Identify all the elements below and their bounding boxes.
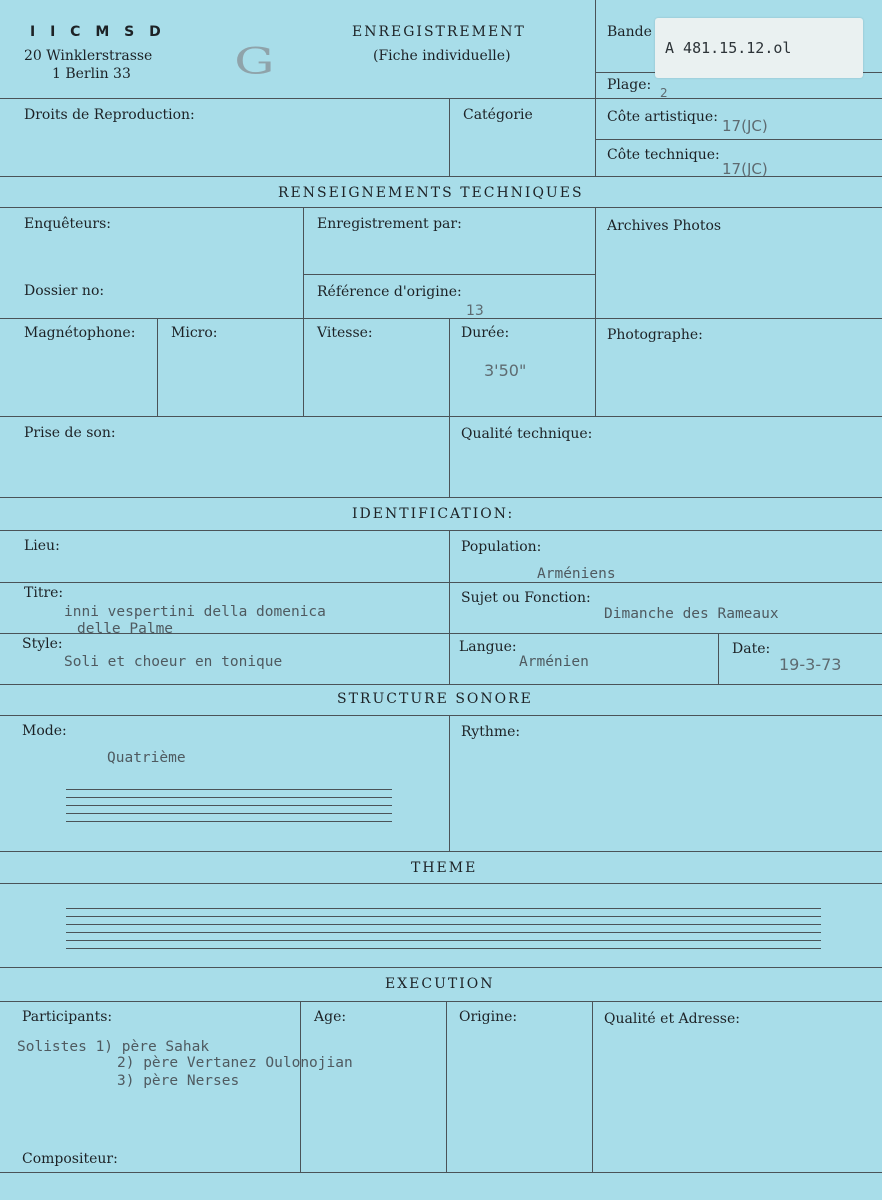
rule bbox=[449, 715, 450, 851]
participant-2: 2) père Vertanez Oulonojian bbox=[117, 1055, 353, 1071]
rule bbox=[595, 207, 596, 416]
form-title: ENREGISTREMENT bbox=[352, 24, 526, 40]
titre-value-line1: inni vespertini della domenica bbox=[64, 604, 326, 620]
form-subtitle: (Fiche individuelle) bbox=[373, 48, 511, 64]
bande-label: Bande bbox=[607, 24, 652, 40]
titre-label: Titre: bbox=[24, 585, 64, 601]
theme-staff-line bbox=[66, 940, 821, 941]
handwritten-mark: G bbox=[234, 42, 275, 83]
bande-label-sticker bbox=[655, 18, 863, 78]
population-value: Arméniens bbox=[537, 566, 616, 582]
rule bbox=[157, 318, 158, 416]
compositeur-label: Compositeur: bbox=[22, 1151, 118, 1167]
theme-staff-line bbox=[66, 916, 821, 917]
photographe-label: Photographe: bbox=[607, 327, 703, 343]
mode-writing-line bbox=[66, 805, 392, 806]
theme-staff-line bbox=[66, 924, 821, 925]
qualite-technique-label: Qualité technique: bbox=[461, 426, 593, 442]
rule bbox=[0, 98, 882, 99]
sujet-value: Dimanche des Rameaux bbox=[604, 606, 779, 622]
cote-technique-value: 17(JC) bbox=[722, 160, 768, 178]
rule bbox=[303, 207, 304, 416]
rule bbox=[449, 530, 450, 684]
rule bbox=[0, 883, 882, 884]
participant-3: 3) père Nerses bbox=[117, 1073, 240, 1089]
rule bbox=[449, 416, 450, 497]
rule bbox=[446, 1001, 447, 1172]
prise-de-son-label: Prise de son: bbox=[24, 425, 116, 441]
bande-value: A 481.15.12.ol bbox=[665, 39, 792, 57]
rule bbox=[0, 851, 882, 852]
mode-writing-line bbox=[66, 813, 392, 814]
rule bbox=[0, 582, 882, 583]
langue-label: Langue: bbox=[459, 639, 517, 655]
rule bbox=[0, 1172, 882, 1173]
vitesse-label: Vitesse: bbox=[317, 325, 373, 341]
participant-1: Solistes 1) père Sahak bbox=[17, 1039, 210, 1055]
theme-section-title: THEME bbox=[411, 860, 478, 876]
theme-staff-line bbox=[66, 948, 821, 949]
mode-writing-line bbox=[66, 789, 392, 790]
plage-label: Plage: bbox=[607, 77, 652, 93]
rule bbox=[0, 207, 882, 208]
lieu-label: Lieu: bbox=[24, 538, 60, 554]
age-label: Age: bbox=[314, 1009, 347, 1025]
rythme-label: Rythme: bbox=[461, 724, 521, 740]
sujet-label: Sujet ou Fonction: bbox=[461, 590, 591, 606]
titre-value-line2: delle Palme bbox=[77, 621, 174, 637]
origine-label: Origine: bbox=[459, 1009, 518, 1025]
qualite-adresse-label: Qualité et Adresse: bbox=[604, 1011, 740, 1027]
theme-staff-line bbox=[66, 908, 821, 909]
style-label: Style: bbox=[22, 636, 63, 652]
enqueteurs-label: Enquêteurs: bbox=[24, 216, 112, 232]
rule bbox=[300, 1001, 301, 1172]
plage-value: 2 bbox=[660, 86, 668, 100]
rule bbox=[0, 497, 882, 498]
rule bbox=[718, 633, 719, 684]
rule bbox=[0, 715, 882, 716]
micro-label: Micro: bbox=[171, 325, 218, 341]
reference-value: 13 bbox=[466, 303, 484, 319]
rule bbox=[449, 98, 450, 176]
mode-writing-line bbox=[66, 821, 392, 822]
structure-section-title: STRUCTURE SONORE bbox=[337, 691, 533, 707]
theme-staff-line bbox=[66, 932, 821, 933]
participants-label: Participants: bbox=[22, 1009, 113, 1025]
rule bbox=[0, 684, 882, 685]
dossier-label: Dossier no: bbox=[24, 283, 105, 299]
rule bbox=[303, 274, 595, 275]
magnetophone-label: Magnétophone: bbox=[24, 325, 136, 341]
cote-artistique-value: 17(JC) bbox=[722, 117, 768, 135]
rule bbox=[0, 318, 882, 319]
droits-label: Droits de Reproduction: bbox=[24, 107, 195, 123]
identification-section-title: IDENTIFICATION: bbox=[352, 506, 515, 522]
org-city: 1 Berlin 33 bbox=[52, 66, 131, 82]
rule bbox=[0, 530, 882, 531]
rule bbox=[0, 416, 882, 417]
reference-label: Référence d'origine: bbox=[317, 284, 462, 300]
mode-value: Quatrième bbox=[107, 750, 186, 766]
org-street: 20 Winklerstrasse bbox=[24, 48, 153, 64]
date-value: 19-3-73 bbox=[779, 655, 842, 674]
enregistrement-par-label: Enregistrement par: bbox=[317, 216, 462, 232]
population-label: Population: bbox=[461, 539, 542, 555]
date-label: Date: bbox=[732, 641, 771, 657]
execution-section-title: EXECUTION bbox=[385, 976, 495, 992]
style-value: Soli et choeur en tonique bbox=[64, 654, 283, 670]
categorie-label: Catégorie bbox=[463, 107, 533, 123]
rule bbox=[449, 318, 450, 416]
duree-value: 3'50" bbox=[484, 361, 527, 380]
rule bbox=[592, 1001, 593, 1172]
cote-artistique-label: Côte artistique: bbox=[607, 109, 718, 125]
duree-label: Durée: bbox=[461, 325, 510, 341]
rule bbox=[595, 0, 596, 176]
langue-value: Arménien bbox=[519, 654, 589, 670]
technical-section-title: RENSEIGNEMENTS TECHNIQUES bbox=[278, 185, 584, 201]
rule bbox=[595, 139, 882, 140]
mode-writing-line bbox=[66, 797, 392, 798]
org-name: I I C M S D bbox=[30, 24, 166, 40]
mode-label: Mode: bbox=[22, 723, 67, 739]
rule bbox=[0, 967, 882, 968]
cote-technique-label: Côte technique: bbox=[607, 147, 720, 163]
rule bbox=[0, 1001, 882, 1002]
archives-photos-label: Archives Photos bbox=[607, 218, 722, 234]
